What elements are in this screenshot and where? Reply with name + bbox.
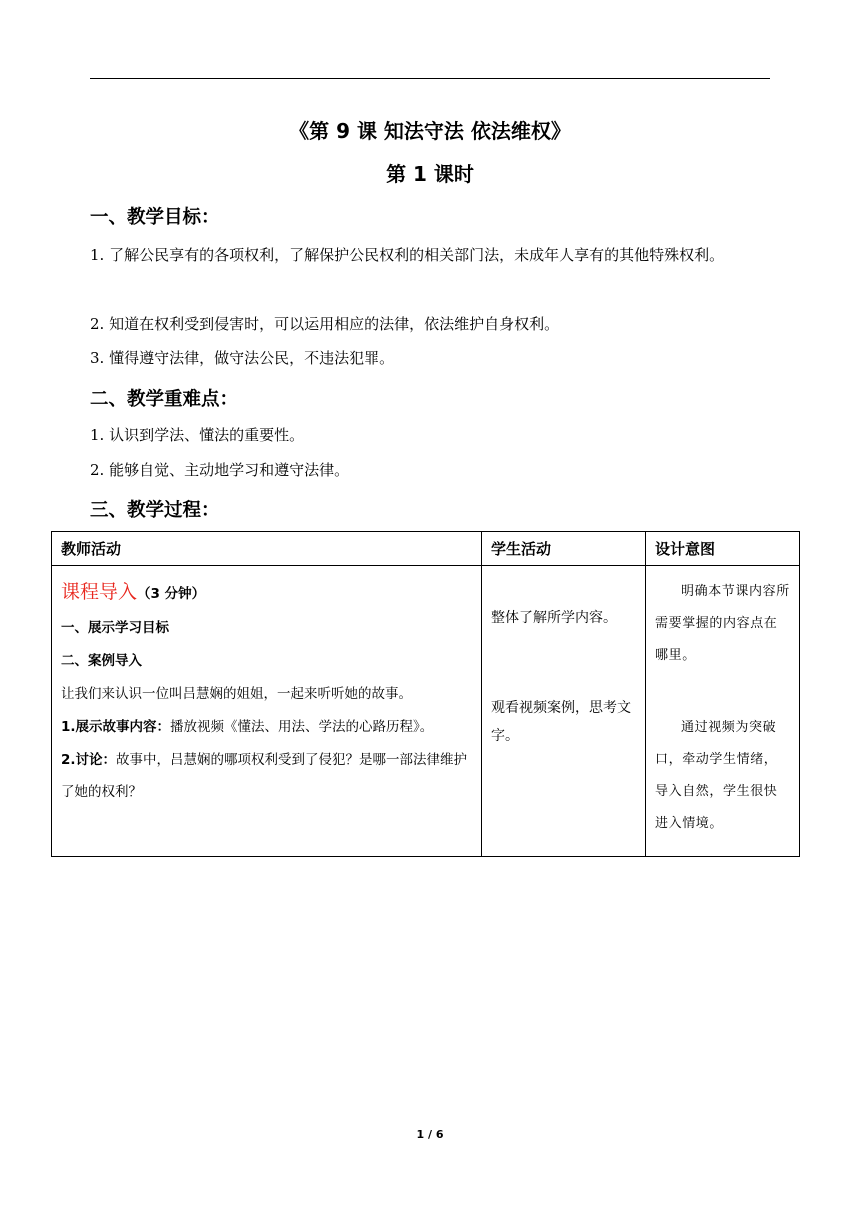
design-intent-cell	[646, 566, 800, 857]
process-heading: 三、教学过程：	[90, 500, 220, 521]
key-point-item-2: 2. 能够自觉、主动地学习和遵守法律。	[90, 461, 350, 479]
objective-item-3: 3. 懂得遵守法律，做守法公民，不违法犯罪。	[90, 349, 395, 367]
intro-time: （3 分钟）	[137, 586, 206, 602]
student-activity-2: 观看视频案例，思考文字。	[491, 700, 631, 744]
item-show-story-label: 1.展示故事内容：	[61, 719, 171, 735]
document-subtitle: 第 1 课时	[386, 162, 474, 186]
teacher-activity-cell	[52, 566, 482, 857]
objective-item-1: 1. 了解公民享有的各项权利，了解保护公民权利的相关部门法，未成年人享有的其他特殊权利。	[90, 246, 725, 264]
key-point-item-1: 1. 认识到学法、懂法的重要性。	[90, 426, 305, 444]
objective-item-2: 2. 知道在权利受到侵害时，可以运用相应的法律，依法维护自身权利。	[90, 315, 560, 333]
intro-title: 课程导入	[61, 581, 138, 603]
header-rule	[90, 78, 770, 79]
column-header-teacher: 教师活动	[52, 532, 482, 566]
table-row	[52, 566, 800, 857]
table-header-row	[52, 532, 800, 566]
design-intent-1: 明确本节课内容所需要掌握的内容点在哪里。	[655, 584, 790, 663]
step-case-intro: 二、案例导入	[61, 653, 142, 669]
student-activity-cell	[482, 566, 646, 857]
document-title: 《第 9 课 知法守法 依法维权》	[289, 119, 571, 143]
objectives-heading: 一、教学目标：	[90, 207, 220, 228]
key-points-heading: 二、教学重难点：	[90, 389, 239, 410]
column-header-student: 学生活动	[482, 532, 646, 566]
page-number: 1 / 6	[416, 1128, 444, 1141]
item-show-story	[61, 711, 472, 744]
item-discussion-text: 故事中，吕慧娴的哪项权利受到了侵犯？是哪一部法律维护了她的权利？	[61, 752, 468, 800]
process-table	[51, 531, 800, 857]
intro-heading	[61, 574, 472, 612]
student-activity-1: 整体了解所学内容。	[491, 610, 617, 626]
item-show-story-text: 播放视频《懂法、用法、学法的心路历程》。	[170, 719, 434, 735]
item-discussion	[61, 744, 472, 808]
item-discussion-label: 2.讨论：	[61, 752, 117, 768]
story-intro-text: 让我们来认识一位叫吕慧娴的姐姐，一起来听听她的故事。	[61, 686, 412, 702]
design-intent-2: 通过视频为突破口，牵动学生情绪，导入自然，学生很快进入情境。	[655, 720, 778, 831]
step-show-objectives: 一、展示学习目标	[61, 620, 169, 636]
column-header-design: 设计意图	[646, 532, 800, 566]
